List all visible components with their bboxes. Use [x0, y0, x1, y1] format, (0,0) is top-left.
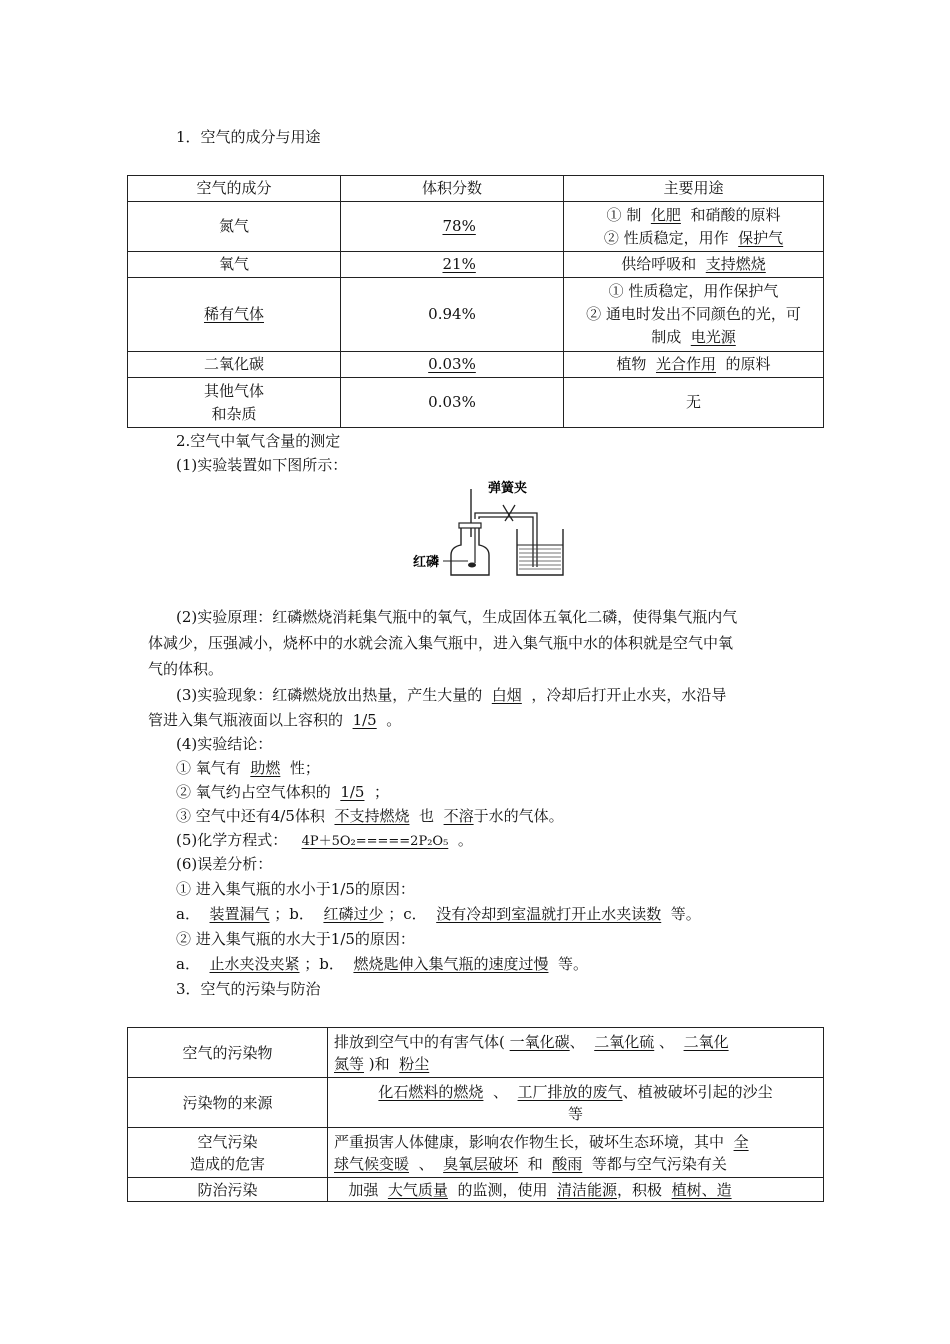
paragraph: 气的体积。 [148, 660, 224, 678]
table-row [128, 202, 824, 252]
answer-blank: 清洁能源 [557, 1180, 618, 1199]
answer-blank: 没有冷却到室温就打开止水夹读数 [436, 905, 662, 923]
answer-blank: 白烟 [491, 686, 522, 704]
table-cell: 供给呼吸和 支持燃烧 [564, 252, 824, 278]
paragraph: (2)实验原理：红磷燃烧消耗集气瓶中的氧气，生成固体五氧化二磷，使得集气瓶内气 [176, 608, 738, 626]
answer-blank: 不溶 [443, 807, 474, 825]
paragraph: ① 进入集气瓶的水小于1/5的原因： [176, 880, 415, 898]
answer-blank: 工厂排放的废气 [517, 1082, 623, 1101]
table-cell [341, 202, 564, 252]
table-cell: 二氧化碳 [128, 352, 341, 378]
air-pollution-table [127, 1027, 824, 1202]
answer-blank: 一氧化碳 [509, 1032, 570, 1051]
table-header: 主要用途 [564, 176, 824, 202]
section-3-title: 3．空气的污染与防治 [176, 980, 321, 998]
paragraph: a． 止水夹没夹紧 ；b． 燃烧匙伸入集气瓶的速度过慢 等。 [176, 955, 589, 973]
table-row-header: 空气污染 造成的危害 [128, 1128, 328, 1178]
table-cell: 加强 大气质量 的监测，使用 清洁能源，积极 植树、造 [328, 1178, 824, 1202]
answer-blank: 植树、造 [671, 1180, 732, 1199]
table-row-header: 空气的污染物 [128, 1028, 328, 1078]
answer-blank: 光合作用 [655, 355, 716, 373]
paragraph: ② 进入集气瓶的水大于1/5的原因： [176, 930, 415, 948]
table-cell [341, 252, 564, 278]
table-row [128, 1128, 824, 1178]
paragraph: ② 氧气约占空气体积的 1/5 ； [176, 783, 390, 801]
answer-blank: 粉尘 [399, 1054, 430, 1073]
table-cell: ① 制 化肥 和硝酸的原料 ② 性质稳定，用作 保护气 [564, 202, 824, 252]
table-row [128, 1028, 824, 1078]
answer-blank: 助燃 [250, 759, 281, 777]
answer-blank: 1/5 [340, 783, 365, 801]
table-cell: 氧气 [128, 252, 341, 278]
paragraph: (5)化学方程式： 4P＋5O₂=====2P₂O₅ 。 [176, 831, 473, 849]
answer-blank: 臭氧层破坏 [443, 1154, 519, 1173]
table-row-header: 污染物的来源 [128, 1078, 328, 1128]
paragraph: 体减少，压强减小，烧杯中的水就会流入集气瓶中，进入集气瓶中水的体积就是空气中氧 [148, 634, 734, 652]
table-row-header: 防治污染 [128, 1178, 328, 1202]
answer-blank: 全 [733, 1132, 749, 1151]
table-row [128, 1078, 824, 1128]
table-cell: 0.03% [341, 378, 564, 428]
answer-blank: 支持燃烧 [705, 255, 766, 273]
answer-blank: 不支持燃烧 [334, 807, 410, 825]
answer-blank: 二氧化硫 [594, 1032, 655, 1051]
answer-blank: 21% [442, 255, 476, 273]
answer-blank: 装置漏气 [209, 905, 270, 923]
table-row [128, 352, 824, 378]
experiment-apparatus-figure [405, 475, 590, 580]
answer-blank: 大气质量 [387, 1180, 448, 1199]
answer-blank: 78% [442, 217, 476, 235]
paragraph: a． 装置漏气 ；b． 红磷过少 ；c． 没有冷却到室温就打开止水夹读数 等。 [176, 905, 701, 923]
answer-blank: 保护气 [738, 228, 784, 247]
spring-clip-label: 弹簧夹 [488, 481, 528, 496]
answer-blank: 二氧化 [683, 1032, 729, 1051]
answer-blank: 稀有气体 [203, 305, 264, 323]
table-cell: ① 性质稳定，用作保护气 ② 通电时发出不同颜色的光，可 制成 电光源 [564, 278, 824, 352]
table-cell: 化石燃料的燃烧 、 工厂排放的废气、植被破坏引起的沙尘 等 [328, 1078, 824, 1128]
answer-blank: 止水夹没夹紧 [209, 955, 300, 973]
answer-blank: 球气候变暖 [334, 1154, 410, 1173]
paragraph: (1)实验装置如下图所示： [176, 456, 348, 474]
table-cell: 排放到空气中的有害气体( 一氧化碳、 二氧化硫 、 二氧化 氮等 )和 粉尘 [328, 1028, 824, 1078]
paragraph: (4)实验结论： [176, 735, 273, 753]
table-cell: 严重损害人体健康，影响农作物生长，破坏生态环境，其中 全 球气候变暖 、 臭氧层破坏 和 酸雨 等都与空气污染有关 [328, 1128, 824, 1178]
table-cell: 氮气 [128, 202, 341, 252]
table-header: 体积分数 [341, 176, 564, 202]
answer-blank: 4P＋5O₂=====2P₂O₅ [301, 834, 449, 849]
air-composition-table [127, 175, 824, 428]
answer-blank: 化肥 [650, 205, 681, 224]
table-cell: 无 [564, 378, 824, 428]
table-cell [341, 352, 564, 378]
red-phosphorus-label: 红磷 [413, 555, 440, 570]
answer-blank: 化石燃料的燃烧 [378, 1082, 484, 1101]
answer-blank: 氮等 [334, 1054, 365, 1073]
paragraph: ① 氧气有 助燃 性； [176, 759, 320, 777]
table-cell: 0.94% [341, 278, 564, 352]
paragraph: 管进入集气瓶液面以上容积的 1/5 。 [148, 711, 402, 729]
section-2-title: 2.空气中氧气含量的测定 [176, 432, 341, 450]
section-1-title: 1．空气的成分与用途 [176, 128, 321, 146]
table-row [128, 1178, 824, 1202]
table-row [128, 378, 824, 428]
answer-blank: 0.03% [428, 355, 476, 373]
answer-blank: 酸雨 [552, 1154, 583, 1173]
paragraph: ③ 空气中还有4/5体积 不支持燃烧 也 不溶于水的气体。 [176, 807, 564, 825]
answer-blank: 红磷过少 [323, 905, 384, 923]
table-cell: 其他气体 和杂质 [128, 378, 341, 428]
table-row [128, 278, 824, 352]
paragraph: (3)实验现象：红磷燃烧放出热量，产生大量的 白烟 ，冷却后打开止水夹，水沿导 [176, 686, 727, 704]
answer-blank: 电光源 [690, 328, 736, 346]
table-row [128, 252, 824, 278]
table-cell [128, 278, 341, 352]
answer-blank: 燃烧匙伸入集气瓶的速度过慢 [353, 955, 549, 973]
paragraph: (6)误差分析： [176, 855, 273, 873]
answer-blank: 1/5 [352, 711, 377, 729]
table-cell: 植物 光合作用 的原料 [564, 352, 824, 378]
table-header: 空气的成分 [128, 176, 341, 202]
